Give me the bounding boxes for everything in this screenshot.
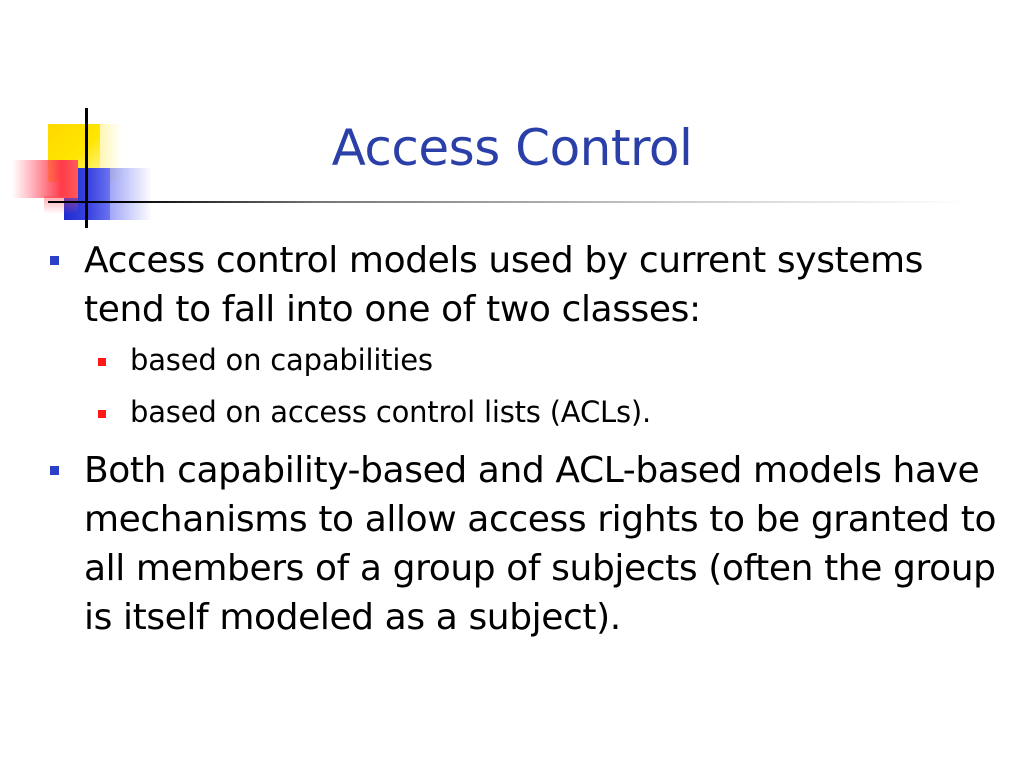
slide-title: Access Control bbox=[331, 119, 693, 177]
logo-red-fade bbox=[44, 196, 78, 214]
logo-blue-glow bbox=[108, 168, 152, 220]
bullet-item bbox=[44, 236, 1004, 334]
square-bullet-icon bbox=[50, 466, 59, 475]
sub-bullet-text: based on access control lists (ACLs). bbox=[130, 395, 651, 429]
sub-bullet-item bbox=[44, 334, 1004, 386]
title-underline-divider bbox=[48, 201, 968, 203]
square-bullet-icon bbox=[50, 256, 59, 265]
bullet-text: Both capability-based and ACL-based models have mechanisms to allow access rights to be granted to all members of a group of subjects (often the group is itself modeled as a subject). bbox=[84, 450, 997, 638]
sub-bullet-text: based on capabilities bbox=[130, 343, 433, 377]
small-square-bullet-icon bbox=[98, 410, 106, 418]
sub-bullet-item bbox=[44, 386, 1004, 438]
slide-body bbox=[44, 236, 1004, 642]
bullet-text: Access control models used by current systems tend to fall into one of two classes: bbox=[84, 240, 924, 330]
small-square-bullet-icon bbox=[98, 358, 106, 366]
logo-vertical-line bbox=[85, 108, 88, 228]
overlapping-squares-logo bbox=[0, 0, 160, 240]
logo-red-square bbox=[12, 160, 78, 198]
bullet-item bbox=[44, 446, 1004, 642]
